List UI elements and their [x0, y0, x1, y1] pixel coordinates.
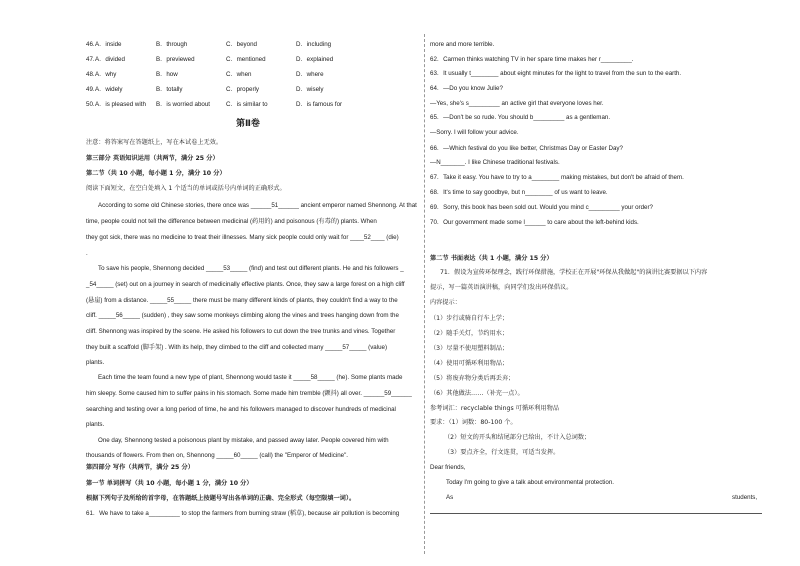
passage-line: plants.: [86, 421, 105, 428]
question-line: —N_______. I like Chinese traditional festivals.: [430, 159, 560, 166]
option-b: B．is worried about: [156, 101, 210, 108]
writing-section-heading: 第二节 书面表达（共 1 小题，满分 15 分）: [430, 255, 553, 262]
option-d: D．wisely: [296, 86, 324, 93]
question-line: 69．Sorry, this book has been sold out. Would you mind c_________ your order?: [430, 204, 653, 211]
option-c: C．beyond: [226, 41, 257, 48]
option-b: B．totally: [156, 86, 183, 93]
question-line: 63．It usually t________ about eight minutes for the light to travel from the sun to the earth.: [430, 70, 682, 77]
passage-line: they got sick, there was no medicine to treat their illnesses. Many sick people could only wait for ____52____ (die): [86, 234, 399, 241]
passage-line: thousands of flowers. From then on, Shennong _____60_____ (call) the "Emperor of Medicine".: [86, 452, 349, 459]
passage-line: they built a scaffold (脚手架) . With its help, they climbed to the cliff and collected many _____57_____ (value): [86, 344, 388, 351]
part4-instructions: 根据下列句子及所给的首字母，在答题纸上按题号写出各单词的正确、完全形式（每空限填一词）。: [86, 495, 356, 502]
option-b: B．through: [156, 41, 188, 48]
opening-sentence: Today I'm going to give a talk about environmental protection.: [446, 479, 614, 486]
essay-as: As: [446, 494, 454, 501]
option-row-number: 46.: [86, 41, 95, 48]
question-61-continued: more and more terrible.: [430, 41, 495, 48]
option-row-number: 50.: [86, 101, 95, 108]
essay-prompt-line-1: 71．假设为宣传环保理念，践行环保措施，学校正在开展"环保从我做起"的演讲比赛要据以下内容: [440, 269, 708, 276]
part3-section-heading: 第二节（共 10 小题，每小题 1 分，满分 10 分）: [86, 170, 226, 177]
greeting: Dear friends,: [430, 464, 466, 471]
option-b: B．previewed: [156, 56, 195, 63]
option-d: D．where: [296, 71, 324, 78]
option-a: A．why: [95, 71, 117, 78]
passage-line: _54_____ (set) out on a journey in search of medicinally effective plants. Once, they saw a large forest on a high cliff: [86, 281, 405, 288]
passage-line: him sleepy. Some caused him to suffer pains in his stomach. Some made him tremble (颤抖) all over. ______59______: [86, 390, 412, 397]
option-d: D．explained: [296, 56, 334, 63]
question-line: 66．—Which festival do you like better, Christmas Day or Easter Day?: [430, 145, 623, 152]
question-line: 70．Our government made some l______ to care about the left-behind kids.: [430, 219, 639, 226]
content-point: （4）使用可循环利用物品；: [430, 360, 509, 367]
option-c: C．mentioned: [226, 56, 266, 63]
passage-line: cliff. _____56_____ (sudden) , they saw some monkeys climbing along the vines and trees hanging down from the: [86, 312, 399, 319]
question-line: 64．—Do you know Julie?: [430, 85, 503, 92]
question-line: 68．It's time to say goodbye, but n________ of us want to leave.: [430, 189, 608, 196]
content-point: （3）尽量不使用塑料制品；: [430, 345, 509, 352]
passage-line: plants.: [86, 359, 105, 366]
content-point: （5）将废弃物分类后再丢弃；: [430, 375, 515, 382]
requirement-2: （2）短文的开头和结尾部分已给出，不计入总词数；: [444, 434, 591, 441]
content-point: （6）其他做法……（补充一点）。: [430, 390, 524, 397]
passage-line: cliff. Shennong was inspired by the scene. He asked his followers to cut down the tree trunks and vines. Together: [86, 328, 396, 335]
note: 注意：将答案写在答题纸上，写在本试卷上无效。: [86, 139, 223, 146]
option-b: B．how: [156, 71, 178, 78]
essay-prompt-line-2: 提示，写一篇英语演讲稿，向同学们发出环保倡议。: [430, 284, 573, 291]
essay-students: students,: [732, 494, 758, 501]
option-a: A．widely: [95, 86, 123, 93]
question-line: 67．Take it easy. You have to try to a________ making mistakes, but don't be afraid of them.: [430, 174, 684, 181]
option-d: D．including: [296, 41, 332, 48]
option-row-number: 47.: [86, 56, 95, 63]
option-a: A．is pleased with: [95, 101, 146, 108]
question-61: 61．We have to take a_________ to stop the farmers from burning straw (稻草), because air pollution is becoming: [86, 510, 400, 517]
option-d: D．is famous for: [296, 101, 343, 108]
vocabulary-reference: 参考词汇：recyclable things 可循环利用物品: [430, 405, 559, 412]
passage-line: Each time the team found a new type of plant, Shennong would taste it _____58_____ (he). Some plants made: [98, 374, 403, 381]
passage-line: searching and testing over a long period of time, he and his followers managed to discover hundreds of medicinal: [86, 406, 396, 413]
content-point: （1）步行或骑自行车上学；: [430, 315, 509, 322]
option-c: C．when: [226, 71, 252, 78]
passage-line: time, people could not tell the difference between medicinal (药用的) and poisonous (有毒的) plants. When: [86, 218, 377, 225]
option-row-number: 49.: [86, 86, 95, 93]
option-row-number: 48.: [86, 71, 95, 78]
passage-line: One day, Shennong tested a poisonous plant by mistake, and passed away later. People covered him with: [98, 437, 389, 444]
question-line: —Sorry. I will follow your advice.: [430, 129, 519, 136]
column-divider: [424, 34, 425, 554]
passage-line: .: [86, 250, 88, 257]
option-a: A．inside: [95, 41, 122, 48]
content-point: （2）随手关灯，节约用水；: [430, 330, 509, 337]
option-a: A．divided: [95, 56, 125, 63]
option-c: C．is similar to: [226, 101, 268, 108]
part4-title: 第四部分 写作（共两节，满分 25 分）: [86, 464, 194, 471]
part3-title: 第三部分 英语知识运用（共两节，满分 25 分）: [86, 155, 219, 162]
passage-line: To save his people, Shennong decided _____53_____ (find) and test out different plants. He and his followers _: [98, 265, 404, 272]
question-line: 62．Carmen thinks watching TV in her spare time makes her r_________.: [430, 56, 634, 63]
content-label: 内容提示：: [430, 299, 461, 306]
part4-section-heading: 第一节 单词拼写（共 10 小题，每小题 1 分，满分 10 分）: [86, 480, 253, 487]
question-line: 65．—Don't be so rude. You should b_________ as a gentleman.: [430, 114, 611, 121]
requirement-3: （3）要点齐全，行文连贯，可适当发挥。: [444, 449, 560, 456]
passage-line: (悬崖) from a distance. _____55_____ there must be many different kinds of plants, they couldn't find a way to the: [86, 297, 398, 304]
requirement-1: 要求：（1）词数：80-100 个。: [430, 419, 517, 426]
part3-instructions: 阅读下面短文，在空白处填入 1 个适当的单词或括号内单词的正确形式。: [86, 185, 286, 192]
option-c: C．properly: [226, 86, 260, 93]
section-title: 第Ⅱ卷: [236, 118, 260, 128]
question-line: —Yes, she's s_________ an active girl that everyone loves her.: [430, 100, 604, 107]
writing-line[interactable]: [430, 513, 762, 514]
passage-line: According to some old Chinese stories, there once was ______51______ ancient emperor named Shennong. At that: [98, 202, 417, 209]
